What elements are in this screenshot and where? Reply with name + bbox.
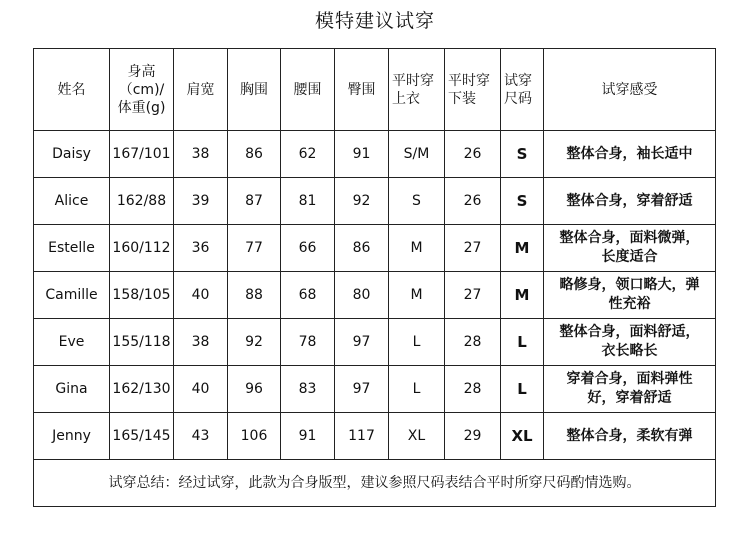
cell-feeling-line-2: 长度适合	[601, 249, 658, 265]
cell-feeling-line-1: 略修身，领口略大，弹	[559, 277, 700, 293]
cell-feeling-line-1: 整体合身，袖长适中	[566, 145, 693, 162]
header-bottom-usual	[445, 49, 501, 131]
cell-trial-size: L	[501, 366, 544, 413]
cell-waist: 68	[281, 272, 335, 319]
cell-trial-size: XL	[501, 413, 544, 460]
cell-feeling	[544, 131, 716, 178]
cell-feeling-line-1: 整体合身，柔软有弹	[566, 427, 693, 444]
cell-top-usual: L	[389, 319, 445, 366]
header-bottom-usual-line-1: 平时穿	[448, 72, 490, 89]
cell-hip: 117	[335, 413, 389, 460]
size-trial-table	[33, 48, 716, 507]
cell-feeling-line-2: 衣长略长	[601, 343, 658, 359]
table-row	[34, 131, 716, 178]
cell-waist: 78	[281, 319, 335, 366]
cell-shoulder: 40	[174, 272, 228, 319]
cell-height-weight: 158/105	[110, 272, 174, 319]
cell-name: Daisy	[34, 131, 110, 178]
header-height-weight	[110, 49, 174, 131]
cell-bottom-usual: 27	[445, 272, 501, 319]
cell-bottom-usual: 29	[445, 413, 501, 460]
cell-trial-size: S	[501, 131, 544, 178]
cell-bottom-usual: 28	[445, 319, 501, 366]
cell-hip: 86	[335, 225, 389, 272]
cell-bottom-usual: 26	[445, 131, 501, 178]
cell-feeling	[544, 366, 716, 413]
cell-height-weight: 165/145	[110, 413, 174, 460]
cell-trial-size: M	[501, 272, 544, 319]
cell-feeling	[544, 178, 716, 225]
table-row	[34, 272, 716, 319]
cell-height-weight: 155/118	[110, 319, 174, 366]
table-row	[34, 225, 716, 272]
cell-chest: 77	[228, 225, 281, 272]
cell-feeling-line-1: 整体合身，面料微弹，	[559, 230, 700, 246]
cell-waist: 83	[281, 366, 335, 413]
cell-shoulder: 38	[174, 131, 228, 178]
cell-top-usual: XL	[389, 413, 445, 460]
header-top-usual-line-1: 平时穿	[392, 72, 434, 89]
header-hip: 臀围	[335, 49, 389, 131]
cell-feeling	[544, 272, 716, 319]
cell-hip: 91	[335, 131, 389, 178]
cell-bottom-usual: 26	[445, 178, 501, 225]
cell-height-weight: 160/112	[110, 225, 174, 272]
header-shoulder: 肩宽	[174, 49, 228, 131]
cell-hip: 97	[335, 366, 389, 413]
cell-bottom-usual: 28	[445, 366, 501, 413]
header-chest: 胸围	[228, 49, 281, 131]
cell-trial-size: L	[501, 319, 544, 366]
cell-waist: 91	[281, 413, 335, 460]
cell-top-usual: S	[389, 178, 445, 225]
cell-chest: 106	[228, 413, 281, 460]
header-trial-size	[501, 49, 544, 131]
cell-shoulder: 36	[174, 225, 228, 272]
cell-top-usual: M	[389, 225, 445, 272]
cell-shoulder: 43	[174, 413, 228, 460]
cell-feeling-line-2: 性充裕	[608, 296, 651, 312]
page-title: 模特建议试穿	[314, 10, 435, 32]
table-header-row	[34, 49, 716, 131]
header-height-weight-line-2: （cm)/	[118, 81, 165, 98]
header-height-weight-line-1: 身高	[127, 63, 156, 80]
cell-hip: 97	[335, 319, 389, 366]
header-name: 姓名	[34, 49, 110, 131]
table-row	[34, 319, 716, 366]
header-waist: 腰围	[281, 49, 335, 131]
cell-hip: 92	[335, 178, 389, 225]
cell-feeling-line-1: 整体合身，穿着舒适	[566, 192, 693, 209]
cell-trial-size: S	[501, 178, 544, 225]
cell-chest: 86	[228, 131, 281, 178]
cell-feeling-line-1: 整体合身，面料舒适，	[559, 324, 700, 340]
cell-height-weight: 162/130	[110, 366, 174, 413]
cell-waist: 62	[281, 131, 335, 178]
cell-feeling-line-1: 穿着合身，面料弹性	[566, 371, 693, 387]
cell-chest: 88	[228, 272, 281, 319]
header-top-usual-line-2: 上衣	[392, 90, 420, 107]
cell-waist: 81	[281, 178, 335, 225]
cell-waist: 66	[281, 225, 335, 272]
summary-row	[34, 460, 716, 507]
cell-name: Eve	[34, 319, 110, 366]
table-row	[34, 178, 716, 225]
cell-name: Jenny	[34, 413, 110, 460]
trial-summary: 试穿总结：经过试穿，此款为合身版型，建议参照尺码表结合平时所穿尺码酌情选购。	[34, 460, 716, 507]
cell-top-usual: L	[389, 366, 445, 413]
cell-name: Estelle	[34, 225, 110, 272]
cell-feeling-line-2: 好，穿着舒适	[587, 390, 672, 406]
cell-shoulder: 39	[174, 178, 228, 225]
cell-bottom-usual: 27	[445, 225, 501, 272]
header-bottom-usual-line-2: 下装	[448, 90, 476, 107]
cell-feeling	[544, 413, 716, 460]
header-height-weight-line-3: 体重(g)	[117, 99, 166, 116]
cell-feeling	[544, 225, 716, 272]
cell-chest: 92	[228, 319, 281, 366]
cell-hip: 80	[335, 272, 389, 319]
header-trial-size-line-2: 尺码	[504, 90, 532, 107]
cell-shoulder: 40	[174, 366, 228, 413]
header-feeling: 试穿感受	[544, 49, 716, 131]
cell-feeling	[544, 319, 716, 366]
cell-name: Gina	[34, 366, 110, 413]
cell-top-usual: S/M	[389, 131, 445, 178]
cell-trial-size: M	[501, 225, 544, 272]
cell-height-weight: 167/101	[110, 131, 174, 178]
header-top-usual	[389, 49, 445, 131]
cell-chest: 87	[228, 178, 281, 225]
table-row	[34, 413, 716, 460]
header-trial-size-line-1: 试穿	[504, 72, 532, 89]
table-row	[34, 366, 716, 413]
cell-name: Alice	[34, 178, 110, 225]
cell-shoulder: 38	[174, 319, 228, 366]
cell-chest: 96	[228, 366, 281, 413]
cell-name: Camille	[34, 272, 110, 319]
cell-top-usual: M	[389, 272, 445, 319]
cell-height-weight: 162/88	[110, 178, 174, 225]
